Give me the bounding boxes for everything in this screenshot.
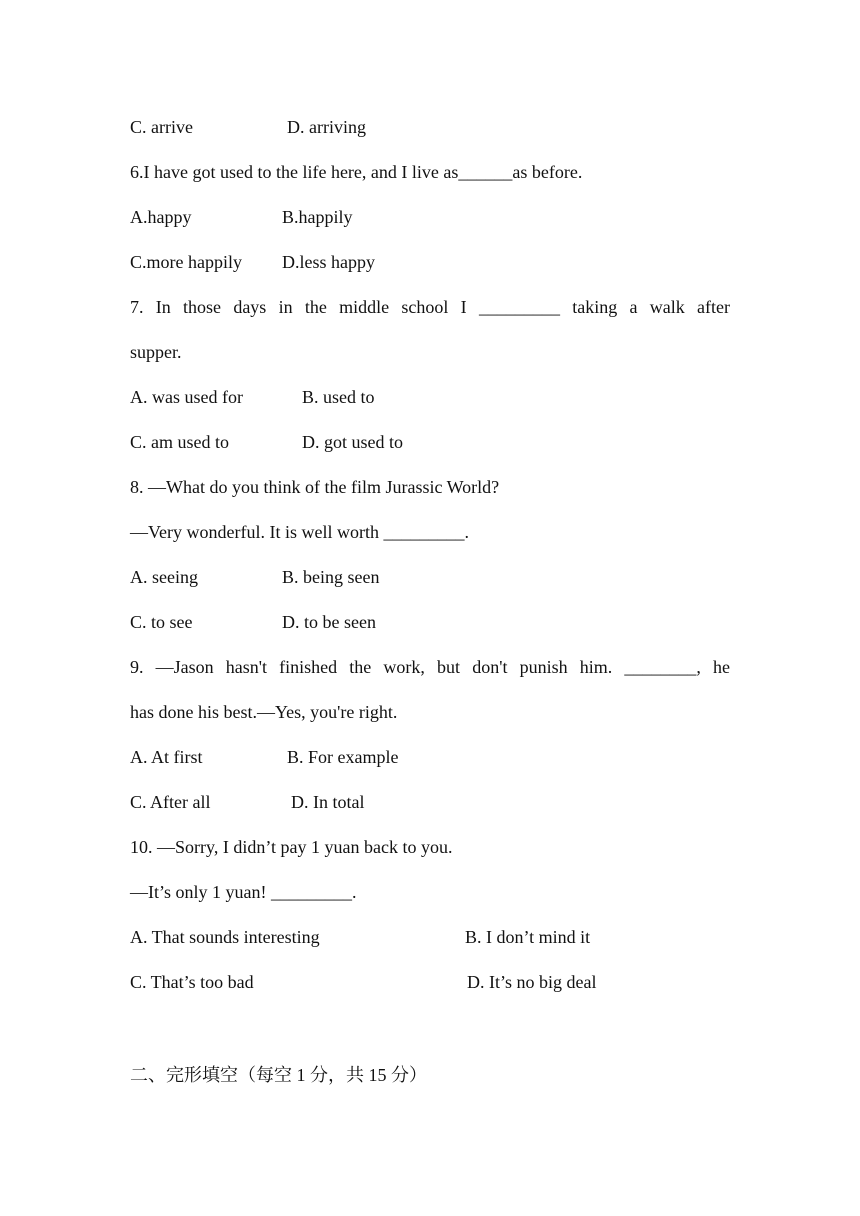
q5-option-d: D. arriving <box>287 117 366 137</box>
q9-option-d: D. In total <box>291 792 365 812</box>
q6-option-d: D.less happy <box>282 252 375 272</box>
q10-option-d: D. It’s no big deal <box>467 972 597 992</box>
q10-options-row-1 <box>130 923 730 951</box>
section-2-heading: 二、完形填空（每空 1 分，共 15 分） <box>130 1065 427 1085</box>
q9-stem-line-2: has done his best.—Yes, you're right. <box>130 702 398 722</box>
q8-option-b: B. being seen <box>282 567 380 587</box>
q7-option-c: C. am used to <box>130 432 229 452</box>
q10-option-b: B. I don’t mind it <box>465 927 591 947</box>
q8-stem-line-2: —Very wonderful. It is well worth _________. <box>130 522 469 542</box>
q10-stem-line-2: —It’s only 1 yuan! _________. <box>130 882 357 902</box>
q8-option-a: A. seeing <box>130 567 198 587</box>
q8-options-row-1 <box>130 563 730 591</box>
q9-options-row-1 <box>130 743 730 771</box>
q8-options-row-2 <box>130 608 730 636</box>
q9-options-row-2 <box>130 788 730 816</box>
q7-option-d: D. got used to <box>302 432 403 452</box>
q7-options-row-2 <box>130 428 730 456</box>
q9-option-a: A. At first <box>130 747 203 767</box>
q9-option-b: B. For example <box>287 747 399 767</box>
q7-option-a: A. was used for <box>130 387 243 407</box>
q5-option-c: C. arrive <box>130 117 193 137</box>
q8-option-c: C. to see <box>130 612 193 632</box>
q6-option-a: A.happy <box>130 207 192 227</box>
q10-option-a: A. That sounds interesting <box>130 927 320 947</box>
q8-stem-line-1: 8. —What do you think of the film Jurassic World? <box>130 477 500 497</box>
q7-stem-line-2: supper. <box>130 342 182 362</box>
q9-stem-line-1: 9. —Jason hasn't finished the work, but don't punish him. ________, he <box>130 657 730 677</box>
q8-option-d: D. to be seen <box>282 612 376 632</box>
q9-option-c: C. After all <box>130 792 211 812</box>
q6-stem: 6.I have got used to the life here, and I live as______as before. <box>130 162 583 182</box>
q6-options-row-2 <box>130 248 730 276</box>
q10-options-row-2 <box>130 968 730 996</box>
q6-option-b: B.happily <box>282 207 353 227</box>
q6-option-c: C.more happily <box>130 252 242 272</box>
q7-stem-line-1: 7. In those days in the middle school I _________ taking a walk after <box>130 297 730 317</box>
q6-options-row-1 <box>130 203 730 231</box>
q7-options-row-1 <box>130 383 730 411</box>
q10-stem-line-1: 10. —Sorry, I didn’t pay 1 yuan back to you. <box>130 837 453 857</box>
q10-option-c: C. That’s too bad <box>130 972 254 992</box>
q5-options-row-2 <box>130 113 730 141</box>
q7-option-b: B. used to <box>302 387 375 407</box>
